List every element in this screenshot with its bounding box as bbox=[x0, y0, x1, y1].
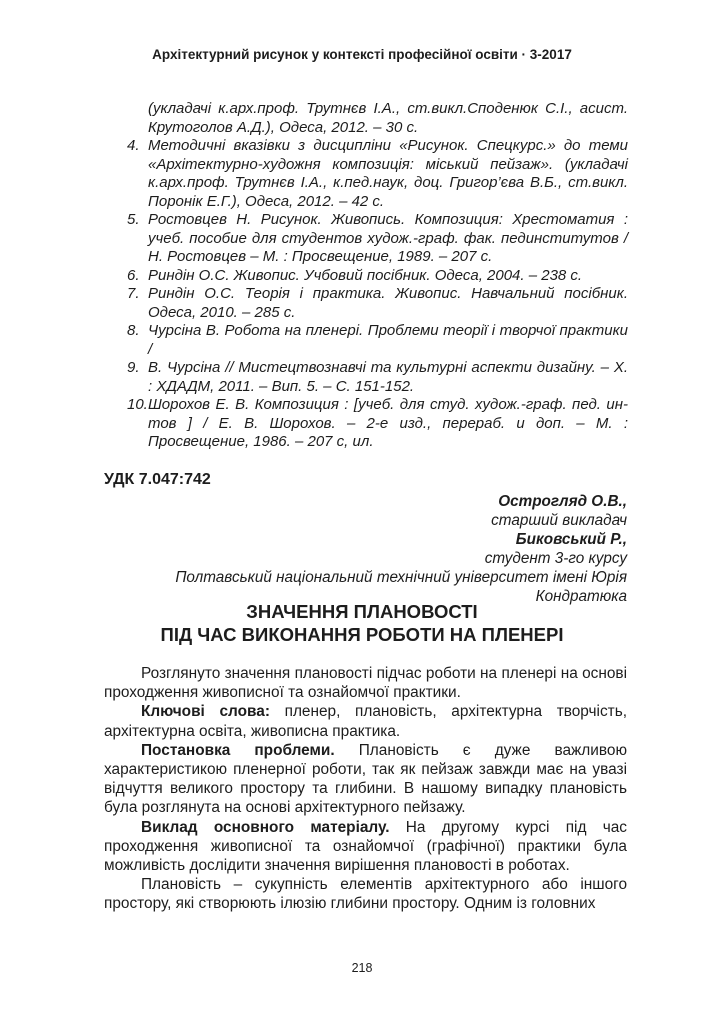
author-name: Острогляд О.В., bbox=[498, 493, 627, 510]
author-role: старший викладач bbox=[491, 512, 627, 529]
author-name: Биковський Р., bbox=[515, 531, 627, 548]
author-block bbox=[97, 492, 627, 606]
reference-text: Шорохов Е. В. Композиция : [учеб. для студ. худож.-граф. пед. ин-тов ] / Е. В. Шорохов. – 2-е изд., перераб. и доп. – М. : Просвещение, 1986. – 207 с, ил. bbox=[148, 396, 628, 450]
reference-item bbox=[127, 322, 628, 359]
reference-item bbox=[127, 137, 628, 211]
planovist-definition-paragraph bbox=[104, 875, 627, 913]
author-role: студент 3-го курсу bbox=[484, 550, 627, 567]
abstract-paragraph bbox=[104, 664, 627, 702]
reference-text: Чурсіна В. Робота на пленері. Проблеми теорії і творчої практики / bbox=[148, 322, 628, 358]
udc-code: УДК 7.047:742 bbox=[104, 471, 211, 488]
reference-number: 5. bbox=[127, 211, 140, 228]
reference-text: В. Чурсіна // Мистецтвознавчі та культурні аспекти дизайну. – Х. : ХДАДМ, 2011. – Вип. 5. – С. 151-152. bbox=[148, 359, 628, 395]
page-number: 218 bbox=[351, 961, 373, 975]
main-material-label: Виклад основного матеріалу. bbox=[141, 818, 390, 836]
reference-item bbox=[127, 285, 628, 322]
article-title bbox=[50, 600, 674, 646]
problem-statement-label: Постановка проблеми. bbox=[141, 741, 335, 759]
reference-text: Риндін О.С. Теорія і практика. Живопис. Навчальний посібник. Одеса, 2010. – 285 с. bbox=[148, 285, 628, 321]
article-body bbox=[104, 664, 627, 914]
reference-item bbox=[127, 267, 628, 286]
running-header: Архітектурний рисунок у контексті професійної освіти · 3-2017 bbox=[152, 47, 572, 62]
main-material-paragraph bbox=[104, 818, 627, 876]
reference-item bbox=[127, 359, 628, 396]
planovist-definition-text: Плановість – сукупність елементів архітектурного або іншого простору, які створюють ілюзію глибини простору. Одним із головних bbox=[104, 876, 627, 913]
reference-text: Риндін О.С. Живопис. Учбовий посібник. Одеса, 2004. – 238 с. bbox=[148, 266, 583, 284]
reference-list bbox=[127, 100, 628, 452]
article-title-line1: ЗНАЧЕННЯ ПЛАНОВОСТІ bbox=[246, 601, 478, 622]
article-title-line2: ПІД ЧАС ВИКОНАННЯ РОБОТИ НА ПЛЕНЕРІ bbox=[160, 624, 564, 645]
reference-number: 10. bbox=[127, 396, 148, 413]
reference-item bbox=[127, 396, 628, 452]
problem-statement-paragraph bbox=[104, 741, 627, 818]
reference-text: Методичні вказівки з дисципліни «Рисунок. Спецкурс.» до теми «Архітектурно-художня композиція: міський пейзаж». (укладачі к.арх.проф. Трутнєв І.А., к.пед.наук, доц. Григор’єва В.Б., ст.викл. Поронік Е.Г.), Одеса, 2012. – 42 с. bbox=[148, 137, 628, 210]
problem-statement-text: Плановість є дуже важливою характеристикою пленерної роботи, так як пейзаж завжди має на увазі відчуття великого простору та глибини. В нашому випадку плановість була розглянута на основі архітектурного пейзажу. bbox=[104, 741, 627, 817]
main-material-text: На другому курсі під час проходження живописної та ознайомчої (графічної) практики була можливість дослідити значення вирішення плановості в роботах. bbox=[104, 818, 627, 875]
reference-item-continuation: (укладачі к.арх.проф. Трутнєв І.А., ст.викл.Споденюк С.І., асист. Крутоголов А.Д.), Одеса, 2012. – 30 с. bbox=[148, 100, 628, 136]
reference-number: 9. bbox=[127, 359, 140, 376]
abstract-text: Розглянуто значення плановості підчас роботи на пленері на основі проходження живописної та ознайомчої практики. bbox=[104, 665, 627, 702]
reference-number: 6. bbox=[127, 266, 140, 284]
keywords-label: Ключові слова: bbox=[141, 703, 270, 721]
keywords-paragraph bbox=[104, 702, 627, 740]
reference-number: 4. bbox=[127, 137, 140, 154]
keywords-text: пленер, плановість, архітектурна творчість, архітектурна освіта, живописна практика. bbox=[104, 703, 628, 740]
author-affiliation: Полтавський національний технічний університет імені Юрія Кондратюка bbox=[175, 569, 627, 605]
reference-item bbox=[127, 211, 628, 267]
reference-number: 8. bbox=[127, 322, 140, 339]
reference-number: 7. bbox=[127, 285, 140, 302]
reference-text: Ростовцев Н. Рисунок. Живопись. Композиция: Хрестоматия : учеб. пособие для студентов худож.-граф. фак. пединститутов / Н. Ростовцев – М. : Просвещение, 1989. – 207 с. bbox=[148, 211, 628, 265]
